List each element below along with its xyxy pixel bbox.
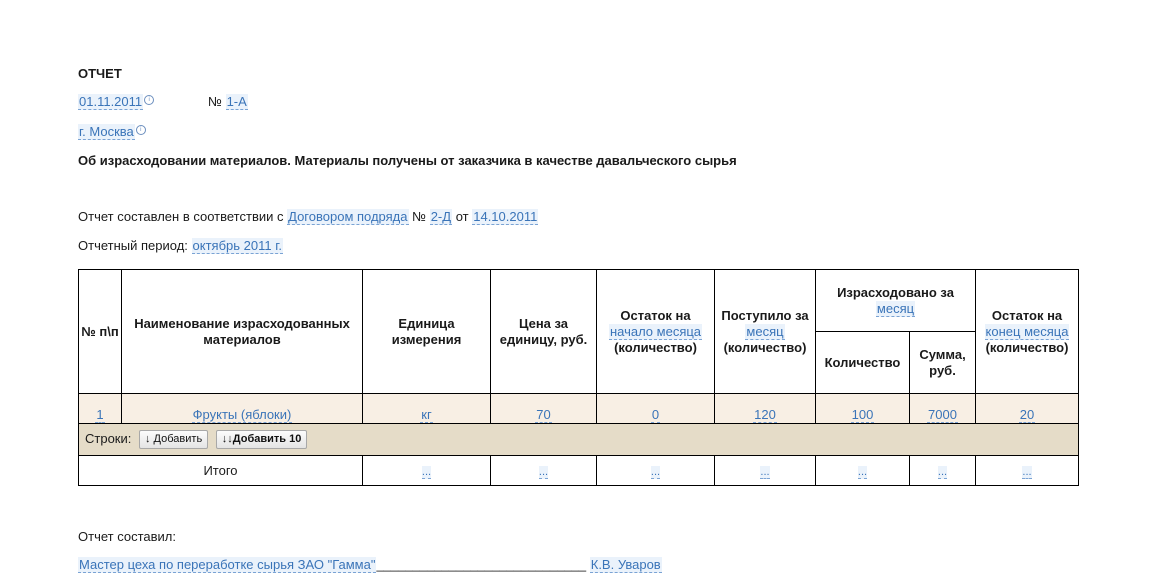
number-field[interactable]: 1-А (226, 94, 247, 109)
header-name: Наименование израсходованных материалов (122, 270, 363, 394)
add-10-rows-button[interactable] (216, 430, 308, 449)
contract-date-label: от (455, 209, 469, 224)
total-received[interactable]: ... (760, 466, 770, 478)
total-unit[interactable]: ... (421, 466, 432, 478)
info-icon[interactable]: i (136, 125, 146, 135)
period-line (78, 238, 283, 253)
compiled-by-label: Отчет составил: (78, 529, 176, 544)
header-end-balance (976, 270, 1079, 394)
signature-underline: _____________________________ (376, 557, 587, 572)
total-row (79, 456, 1079, 486)
header-price: Цена за единицу, руб. (491, 270, 597, 394)
total-end[interactable]: ... (1022, 466, 1032, 478)
city-line (78, 124, 146, 139)
contract-date-field[interactable]: 14.10.2011 (473, 209, 538, 224)
total-price[interactable]: ... (538, 466, 549, 478)
cell-end[interactable]: 20 (1019, 407, 1035, 422)
start-month-link[interactable]: начало месяца (609, 323, 702, 339)
header-spent-qty: Количество (816, 332, 910, 394)
contract-field[interactable]: Договором подряда (288, 209, 408, 224)
rows-toolbar (79, 424, 1079, 456)
number-label: № (208, 94, 222, 109)
cell-start[interactable]: 0 (651, 407, 660, 422)
basis-line (78, 209, 538, 224)
total-start[interactable]: ... (650, 466, 661, 478)
cell-num[interactable]: 1 (96, 407, 104, 422)
header-spent-sum: Сумма, руб. (910, 332, 976, 394)
period-label: Отчетный период: (78, 238, 188, 253)
add-row-button[interactable]: ↓ Добавить (139, 430, 208, 449)
city-field[interactable]: г. Москва (79, 124, 134, 139)
date-field[interactable]: 01.11.2011 (79, 94, 143, 109)
cell-spent-sum[interactable]: 7000 (928, 407, 957, 422)
end-month-link[interactable]: конец месяца (985, 323, 1069, 339)
total-spent-sum[interactable]: ... (937, 466, 948, 478)
header-num: № п\п (79, 270, 122, 394)
cell-unit[interactable]: кг (421, 407, 432, 422)
cell-spent-qty[interactable]: 100 (851, 407, 874, 422)
period-field[interactable]: октябрь 2011 г. (192, 238, 282, 253)
header-spent (816, 270, 976, 332)
header-start-pre: Остаток на (620, 307, 691, 323)
total-label: Итого (79, 456, 363, 486)
rows-label: Строки: (85, 430, 132, 446)
header-received (715, 270, 816, 394)
number-line (208, 94, 248, 109)
contract-no-label: № (412, 209, 427, 224)
received-month-link[interactable]: месяц (746, 323, 784, 339)
materials-table (78, 269, 1079, 486)
total-spent-qty[interactable]: ... (857, 466, 868, 478)
cell-received[interactable]: 120 (754, 407, 776, 422)
header-unit: Единица измерения (363, 270, 491, 394)
name-field[interactable]: К.В. Уваров (590, 557, 661, 572)
position-field[interactable]: Мастер цеха по переработке сырья ЗАО "Гамма" (79, 557, 376, 572)
cell-name[interactable]: Фрукты (яблоки) (192, 407, 292, 422)
contract-no-field[interactable]: 2-Д (430, 209, 452, 224)
add-10-rows-label: ↓↓Добавить 10 (221, 433, 302, 445)
doc-title: ОТЧЕТ (78, 66, 122, 81)
header-received-post: (количество) (723, 339, 807, 355)
header-received-pre: Поступило за (721, 307, 809, 323)
table-row (79, 394, 1079, 424)
date-line (78, 94, 154, 109)
spent-month-link[interactable]: месяц (876, 300, 915, 316)
basis-prefix: Отчет составлен в соответствии с (78, 209, 284, 224)
header-start-post: (количество) (614, 339, 697, 355)
header-start-balance (597, 270, 715, 394)
signature-line (78, 557, 662, 572)
doc-subject: Об израсходовании материалов. Материалы получены от заказчика в качестве давальческого сырья (78, 153, 737, 168)
header-end-post: (количество) (985, 339, 1069, 355)
cell-price[interactable]: 70 (536, 407, 551, 422)
header-end-pre: Остаток на (991, 307, 1063, 323)
info-icon[interactable]: i (144, 95, 154, 105)
header-spent-pre: Израсходовано за (837, 284, 954, 300)
